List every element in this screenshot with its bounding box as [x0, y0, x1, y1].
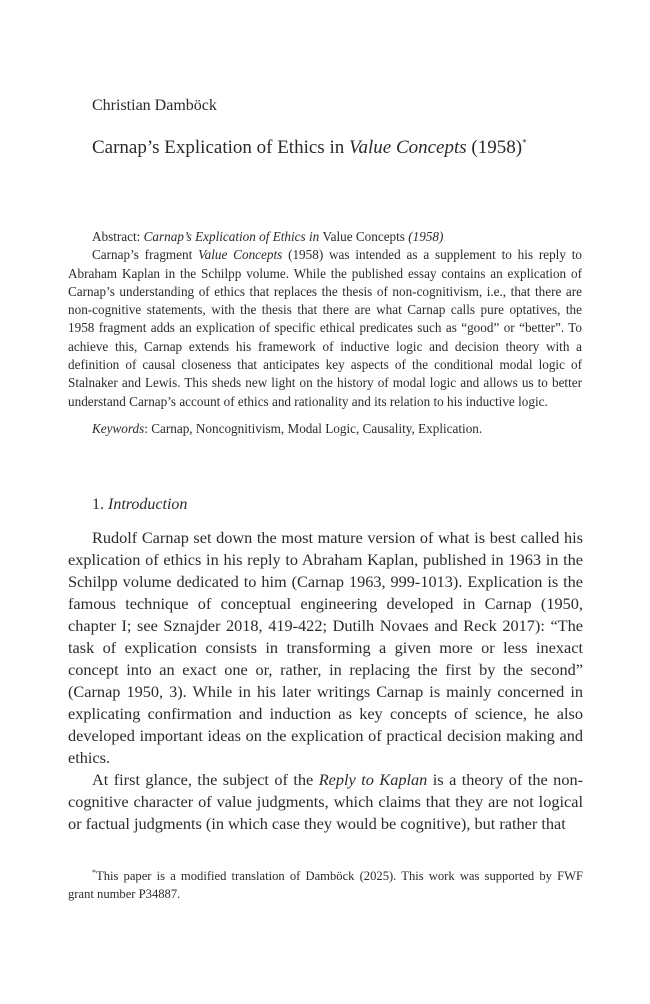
- section-title: Introduction: [108, 496, 188, 513]
- title-footnote-mark: *: [522, 137, 527, 148]
- abstract: [68, 228, 582, 438]
- title-year: (1958): [466, 137, 523, 158]
- body-text: [68, 527, 583, 835]
- title-italic: Value Concepts: [348, 137, 467, 158]
- keywords-list: : Carnap, Noncognitivism, Modal Logic, Causality, Explication.: [144, 420, 483, 436]
- author-name: Christian Damböck: [92, 97, 217, 114]
- abstract-title-part: (1958): [404, 229, 444, 244]
- body-text-part: At first glance, the subject of the: [92, 770, 319, 789]
- keywords-label: Keywords: [92, 420, 145, 436]
- abstract-text-part: Carnap’s fragment: [92, 247, 199, 263]
- body-text-part: Reply to Kaplan: [318, 770, 428, 789]
- body-text-part: is a theory of the non-cognitive character of value judgments, which claims that they are not logical or factual judgments (in which case they would be cognitive), but rather that: [68, 770, 584, 833]
- abstract-heading: [68, 228, 582, 246]
- abstract-title-part: Carnap’s Explication of Ethics in: [143, 229, 323, 244]
- abstract-text-part: (1958) was intended as a supplement to his reply to Abraham Kaplan in the Schilpp volume. While the published essay contains an explication of Carnap’s understanding of ethics that replaces the thesis of non-cognitivism, i.e., that there are non-cognitive statements, with the thesis that there are what Carnap calls pure optatives, the 1958 fragment adds an explication of specific ethical predicates such as “good” or “better”. To achieve this, Carnap extends his framework of inductive logic and decision theory with a definition of causal closeness that anticipates key aspects of the conditional modal logic of Stalnaker and Lewis. This sheds new light on the history of modal logic and allows us to better understand Carnap’s account of ethics and rationality and its relation to his inductive logic.: [68, 247, 582, 409]
- section-heading: [92, 496, 187, 514]
- section-number: 1.: [92, 496, 108, 513]
- paper-title: [92, 137, 527, 159]
- abstract-text: [68, 246, 582, 411]
- keywords: [68, 420, 582, 438]
- footnote-mark: *: [92, 868, 96, 877]
- footnote: [68, 864, 583, 903]
- abstract-text-part: Value Concepts: [198, 247, 283, 263]
- abstract-title-part: Value Concepts: [322, 229, 405, 244]
- footnote-text: This paper is a modified translation of Damböck (2025). This work was supported by FWF grant number P34887.: [68, 869, 583, 902]
- abstract-label: Abstract:: [92, 229, 144, 244]
- body-paragraph: Rudolf Carnap set down the most mature version of what is best called his explication of ethics in his reply to Abraham Kaplan, published in 1963 in the Schilpp volume dedicated to him (Carnap 1963, 999-1013). Explication is the famous technique of conceptual engineering developed in Carnap (1950, chapter I; see Sznajder 2018, 419-422; Dutilh Novaes and Reck 2017): “The task of explication consists in transforming a given more or less inexact concept into an exact one or, rather, in replacing the first by the second” (Carnap 1950, 3). While in his later writings Carnap is mainly concerned in explicating confirmation and induction as key concepts of science, he also developed important ideas on the explication of practical decision making and ethics.: [68, 528, 583, 767]
- title-text: Carnap’s Explication of Ethics in: [92, 137, 349, 158]
- body-paragraph: [68, 769, 583, 835]
